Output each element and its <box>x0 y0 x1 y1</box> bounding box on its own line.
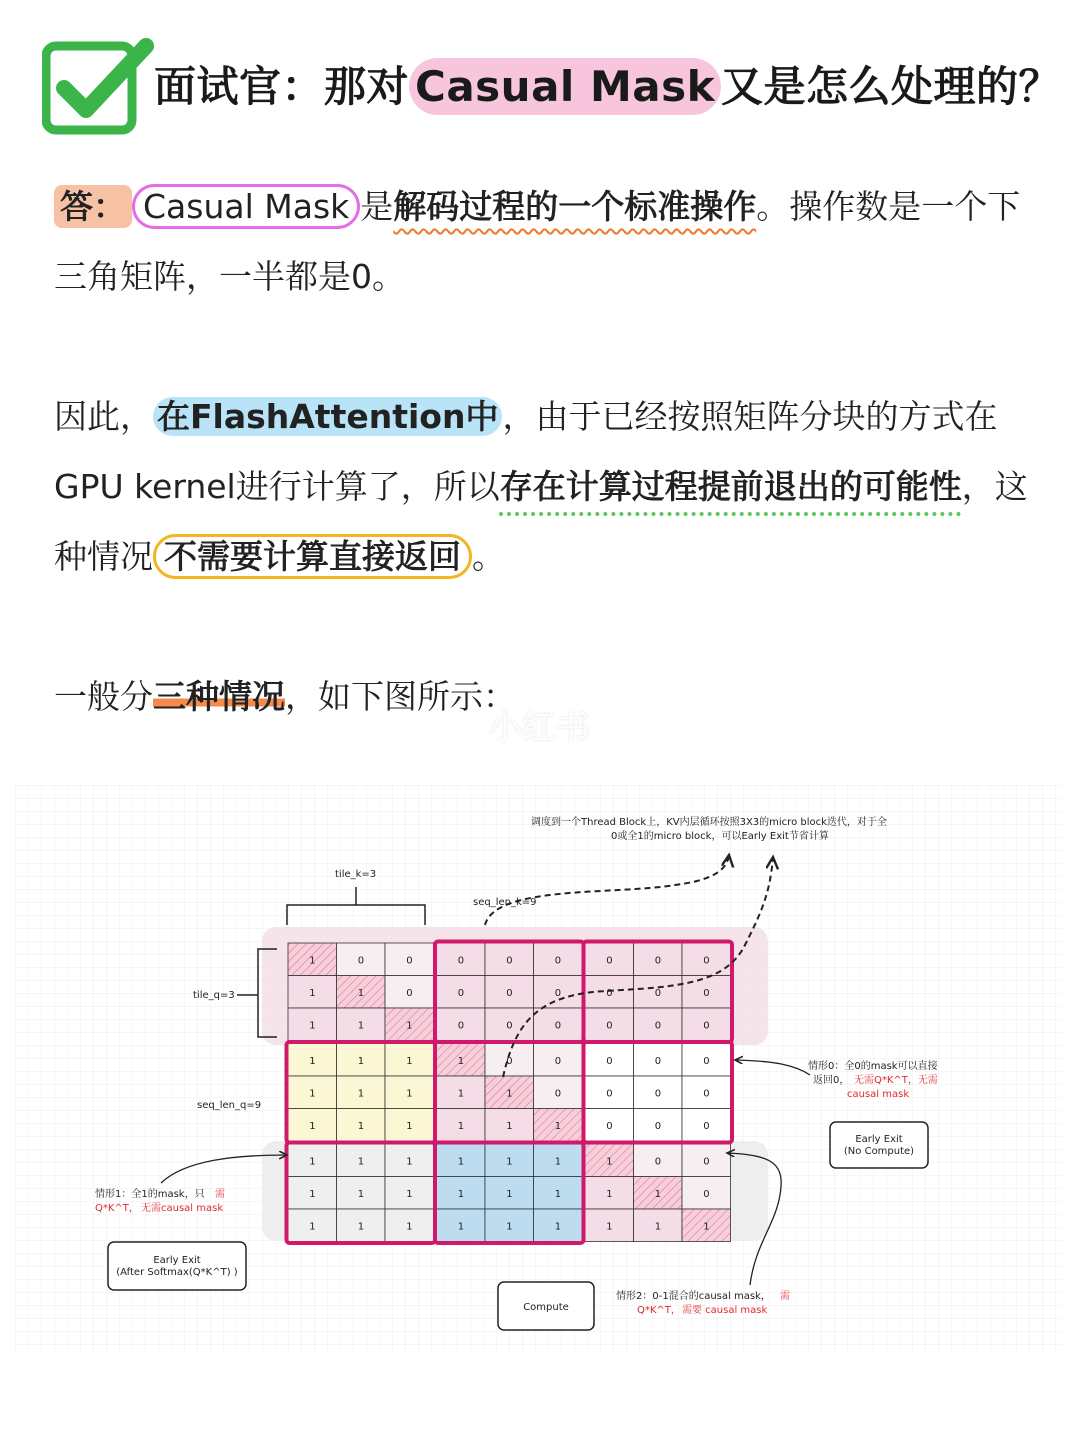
matrix-cell-value: 0 <box>654 1088 662 1100</box>
matrix-cell-value: 0 <box>506 955 513 967</box>
matrix-cell-value: 1 <box>309 1055 316 1067</box>
matrix-cell-value: 1 <box>457 1055 465 1067</box>
direct-return-oval: 不需要计算直接返回 <box>153 534 472 579</box>
matrix-cell-value: 1 <box>457 1088 465 1100</box>
case1-box-line2: (After Softmax(Q*K^T) ) <box>116 1267 238 1278</box>
case1-line1a: 情形1：全1的mask，只 <box>95 1189 205 1200</box>
matrix-cell-value: 0 <box>606 1120 613 1132</box>
early-exit-emphasis: 存在计算过程提前退出的可能性 <box>499 467 962 506</box>
matrix-cell-value: 0 <box>554 1020 562 1032</box>
matrix-cell-value: 1 <box>357 1055 365 1067</box>
matrix-cell-value: 1 <box>309 987 316 999</box>
title-highlight: Casual Mask <box>409 58 721 115</box>
matrix-cell-value: 1 <box>654 1221 662 1233</box>
matrix-cell-value: 1 <box>406 1055 413 1067</box>
matrix-cell-value: 1 <box>309 1188 316 1200</box>
matrix-cell-value: 1 <box>357 1088 365 1100</box>
matrix-cell-value: 0 <box>406 955 413 967</box>
tile-q-label: tile_q=3 <box>193 990 235 1001</box>
matrix-cell-value: 0 <box>554 987 562 999</box>
matrix-cell-value: 1 <box>309 1088 316 1100</box>
compute-box-label: Compute <box>523 1302 569 1313</box>
matrix-cell-value: 1 <box>406 1088 413 1100</box>
title-row <box>40 38 1060 138</box>
matrix-cell-value: 1 <box>457 1188 465 1200</box>
matrix-cell-value: 1 <box>406 1020 413 1032</box>
matrix-cells <box>288 943 731 1242</box>
matrix-cell-value: 1 <box>506 1120 513 1132</box>
matrix-cell-value: 0 <box>654 1020 662 1032</box>
case2-line1a: 情形2：0-1混合的causal mask， <box>616 1291 771 1302</box>
matrix-cell-value: 1 <box>406 1188 413 1200</box>
matrix-cell-value: 0 <box>703 1088 710 1100</box>
matrix-cell-value: 1 <box>357 987 365 999</box>
case0-line2b: 无需Q*K^T，无需 <box>854 1075 938 1086</box>
matrix-cell-value: 1 <box>703 1221 710 1233</box>
matrix-cell-value: 1 <box>457 1221 465 1233</box>
green-check-icon <box>42 38 154 138</box>
answer-tag: 答： <box>54 185 132 228</box>
matrix-cell-value: 0 <box>457 987 465 999</box>
matrix-cell-value: 0 <box>703 1120 710 1132</box>
seq-len-q-label: seq_len_q=9 <box>197 1100 262 1111</box>
matrix-cell-value: 0 <box>457 1020 465 1032</box>
matrix-cell-value: 0 <box>703 955 710 967</box>
matrix-cell-value: 0 <box>654 1120 662 1132</box>
matrix-cell-value: 0 <box>357 955 365 967</box>
matrix-cell-value: 1 <box>506 1221 513 1233</box>
matrix-cell-value: 0 <box>654 1055 662 1067</box>
matrix-cell-value: 1 <box>406 1156 413 1168</box>
matrix-cell-value: 1 <box>554 1156 562 1168</box>
seq-len-k-label: seq_len_k=9 <box>473 897 537 908</box>
matrix-cell-value: 1 <box>309 1120 316 1132</box>
case2-line2b: 需要 causal mask <box>682 1305 768 1316</box>
matrix-cell-value: 0 <box>606 955 613 967</box>
case0-line1: 情形0：全0的mask可以直接 <box>808 1061 938 1072</box>
matrix-cell-value: 0 <box>606 987 613 999</box>
case1-line2a: Q*K^T， <box>95 1203 139 1214</box>
matrix-cell-value: 1 <box>309 1221 316 1233</box>
matrix-cell-value: 1 <box>357 1221 365 1233</box>
matrix-cell-value: 1 <box>554 1120 562 1132</box>
tile-k-label: tile_k=3 <box>335 869 377 880</box>
case0-box-line1: Early Exit <box>855 1134 903 1145</box>
matrix-cell-value: 0 <box>406 987 413 999</box>
matrix-cell-value: 0 <box>703 1055 710 1067</box>
flashattention-paragraph: 因此， 在FlashAttention中 ，由于已经按照矩阵分块的方式在GPU kernel进行计算了，所以存在计算过程提前退出的可能性，这种情况 不需要计算直接返回 。 <box>54 382 1034 592</box>
case2-line1b: 需 <box>780 1291 790 1302</box>
matrix-cell-value: 0 <box>506 1020 513 1032</box>
matrix-cell-value: 1 <box>457 1120 465 1132</box>
matrix-cell-value: 0 <box>606 1020 613 1032</box>
case2-line2a: Q*K^T， <box>637 1305 681 1316</box>
matrix-cell-value: 1 <box>606 1188 613 1200</box>
matrix-cell-value: 1 <box>309 1020 316 1032</box>
matrix-cell-value: 0 <box>654 955 662 967</box>
matrix-cell-value: 1 <box>506 1188 513 1200</box>
three-cases-paragraph: 一般分三种情况，如下图所示： <box>54 677 516 716</box>
diagram-svg <box>15 785 1063 1353</box>
matrix-cell-value: 1 <box>357 1020 365 1032</box>
case1-line2b: 无需causal mask <box>141 1203 224 1214</box>
matrix-cell-value: 1 <box>357 1156 365 1168</box>
matrix-cell-value: 0 <box>703 1156 710 1168</box>
matrix-cell-value: 1 <box>606 1221 613 1233</box>
matrix-cell-value: 0 <box>554 1088 562 1100</box>
matrix-cell-value: 0 <box>654 987 662 999</box>
matrix-cell-value: 0 <box>703 1188 710 1200</box>
matrix-cell-value: 0 <box>554 955 562 967</box>
matrix-cell-value: 0 <box>606 1055 613 1067</box>
matrix-cell-value: 1 <box>654 1188 662 1200</box>
matrix-cell-value: 0 <box>654 1156 662 1168</box>
matrix-cell-value: 1 <box>506 1156 513 1168</box>
matrix-cell-value: 1 <box>406 1120 413 1132</box>
matrix-cell-value: 1 <box>406 1221 413 1233</box>
matrix-cell-value: 1 <box>506 1088 513 1100</box>
matrix-cell-value: 1 <box>309 955 316 967</box>
three-cases-highlight: 三种情况 <box>153 677 285 716</box>
case1-line1b: 需 <box>215 1189 225 1200</box>
matrix-cell-value: 0 <box>703 1020 710 1032</box>
top-note-line2: 0或全1的micro block，可以Early Exit节省计算 <box>611 831 829 842</box>
casual-mask-oval: Casual Mask <box>132 184 360 229</box>
case0-box-line2: (No Compute) <box>843 1146 915 1157</box>
matrix-cell-value: 0 <box>606 1088 613 1100</box>
causal-mask-diagram <box>15 785 1063 1353</box>
matrix-cell-value: 0 <box>554 1055 562 1067</box>
case1-box <box>108 1242 246 1290</box>
wavy-underline-text: 解码过程的一个标准操作 <box>393 187 757 226</box>
case0-line3: causal mask <box>847 1089 910 1100</box>
matrix-cell-value: 1 <box>554 1221 562 1233</box>
matrix-cell-value: 0 <box>506 987 513 999</box>
case1-box-line1: Early Exit <box>153 1255 201 1266</box>
matrix-cell-value: 1 <box>357 1120 365 1132</box>
case0-line2a: 返回0， <box>813 1075 850 1086</box>
matrix-cell-value: 1 <box>357 1188 365 1200</box>
matrix-cell-value: 1 <box>606 1156 613 1168</box>
answer-paragraph: 答： Casual Mask 是解码过程的一个标准操作。操作数是一个下三角矩阵，一半都是0。 <box>54 172 1034 312</box>
matrix-cell-value: 1 <box>457 1156 465 1168</box>
watermark-logo: 小红书 <box>488 708 590 748</box>
case0-box <box>830 1122 928 1168</box>
page-title: 面试官：那对 Casual Mask 又是怎么处理的？ <box>154 54 1061 114</box>
top-note-line1: 调度到一个Thread Block上，KV内层循环按照3X3的micro block迭代，对于全 <box>531 817 887 828</box>
matrix-cell-value: 1 <box>554 1188 562 1200</box>
matrix-cell-value: 0 <box>506 1055 513 1067</box>
matrix-cell-value: 0 <box>703 987 710 999</box>
matrix-cell-value: 1 <box>309 1156 316 1168</box>
flashattention-highlight: 在FlashAttention中 <box>153 397 502 436</box>
matrix-cell-value: 0 <box>457 955 465 967</box>
